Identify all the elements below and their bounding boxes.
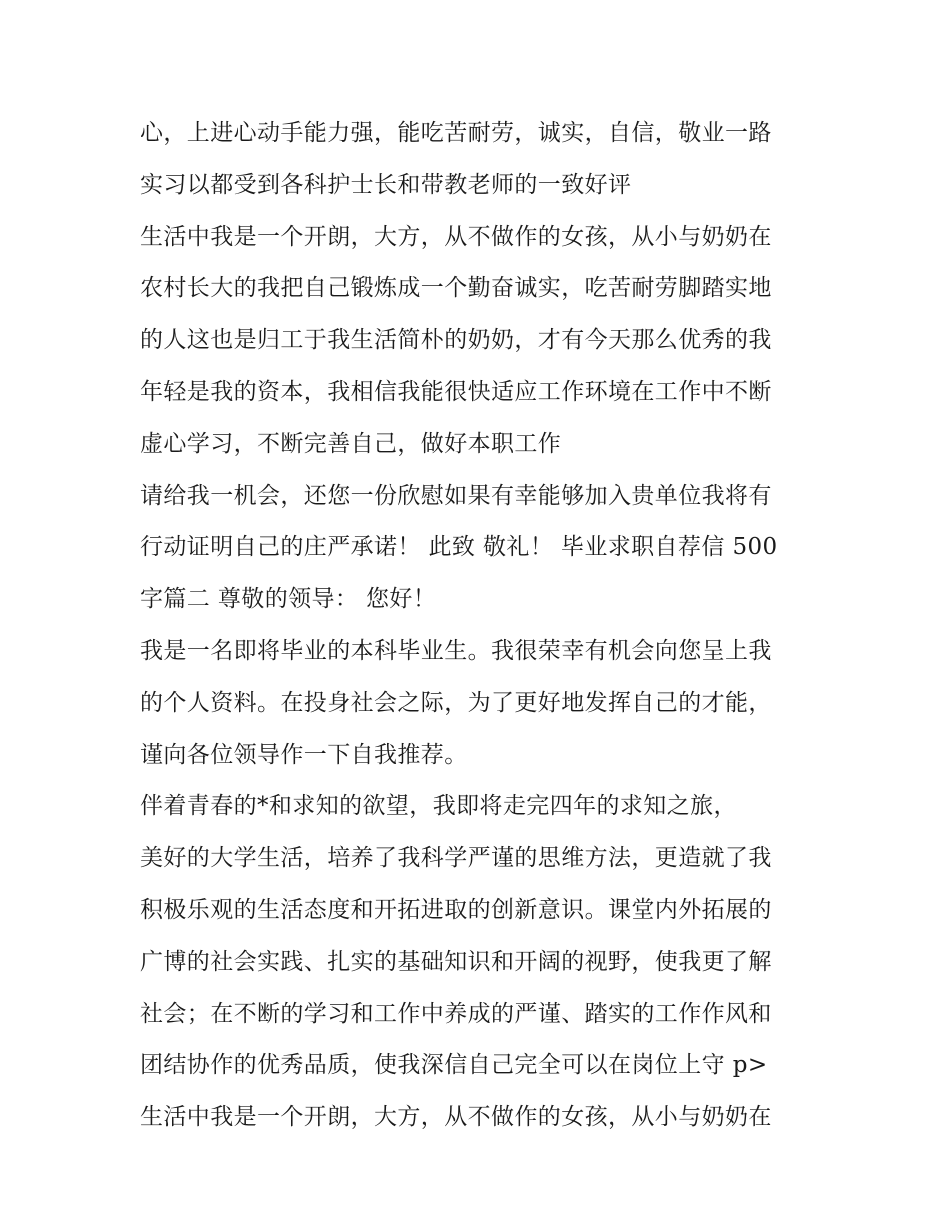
text-line: 广博的社会实践、扎实的基础知识和开阔的视野，使我更了解 xyxy=(140,948,772,975)
text-line: 农村长大的我把自己锻炼成一个勤奋诚实，吃苦耐劳脚踏实地 xyxy=(140,275,772,302)
document-body xyxy=(140,108,830,1144)
text-line: 社会；在不断的学习和工作中养成的严谨、踏实的工作作风和 xyxy=(140,1000,772,1027)
text-line: 团结协作的优秀品质，使我深信自己完全可以在岗位上守 p> xyxy=(140,1052,768,1079)
text-line: 我是一名即将毕业的本科毕业生。我很荣幸有机会向您呈上我 xyxy=(140,637,772,664)
text-line: 字篇二 尊敬的领导： 您好！ xyxy=(140,586,437,613)
text-line: 积极乐观的生活态度和开拓进取的创新意识。课堂内外拓展的 xyxy=(140,896,772,923)
text-line: 请给我一机会，还您一份欣慰如果有幸能够加入贵单位我将有 xyxy=(140,482,772,509)
text-line: 实习以都受到各科护士长和带教老师的一致好评 xyxy=(140,171,632,198)
text-line: 伴着青春的*和求知的欲望，我即将走完四年的求知之旅， xyxy=(140,793,737,820)
text-line: 行动证明自己的庄严承诺！ 此致 敬礼！ 毕业求职自荐信 500 xyxy=(140,534,778,561)
text-line: 年轻是我的资本，我相信我能很快适应工作环境在工作中不断 xyxy=(140,378,772,405)
text-line: 美好的大学生活，培养了我科学严谨的思维方法，更造就了我 xyxy=(140,845,772,872)
text-line: 生活中我是一个开朗，大方，从不做作的女孩，从小与奶奶在 xyxy=(140,223,772,250)
text-line: 谨向各位领导作一下自我推荐。 xyxy=(140,741,468,768)
text-line: 虚心学习，不断完善自己，做好本职工作 xyxy=(140,430,562,457)
text-line: 的个人资料。在投身社会之际，为了更好地发挥自己的才能， xyxy=(140,689,772,716)
text-line: 的人这也是归工于我生活简朴的奶奶，才有今天那么优秀的我 xyxy=(140,327,772,354)
text-line: 生活中我是一个开朗，大方，从不做作的女孩，从小与奶奶在 xyxy=(140,1104,772,1131)
text-line: 心，上进心动手能力强，能吃苦耐劳，诚实，自信，敬业一路 xyxy=(140,120,772,146)
